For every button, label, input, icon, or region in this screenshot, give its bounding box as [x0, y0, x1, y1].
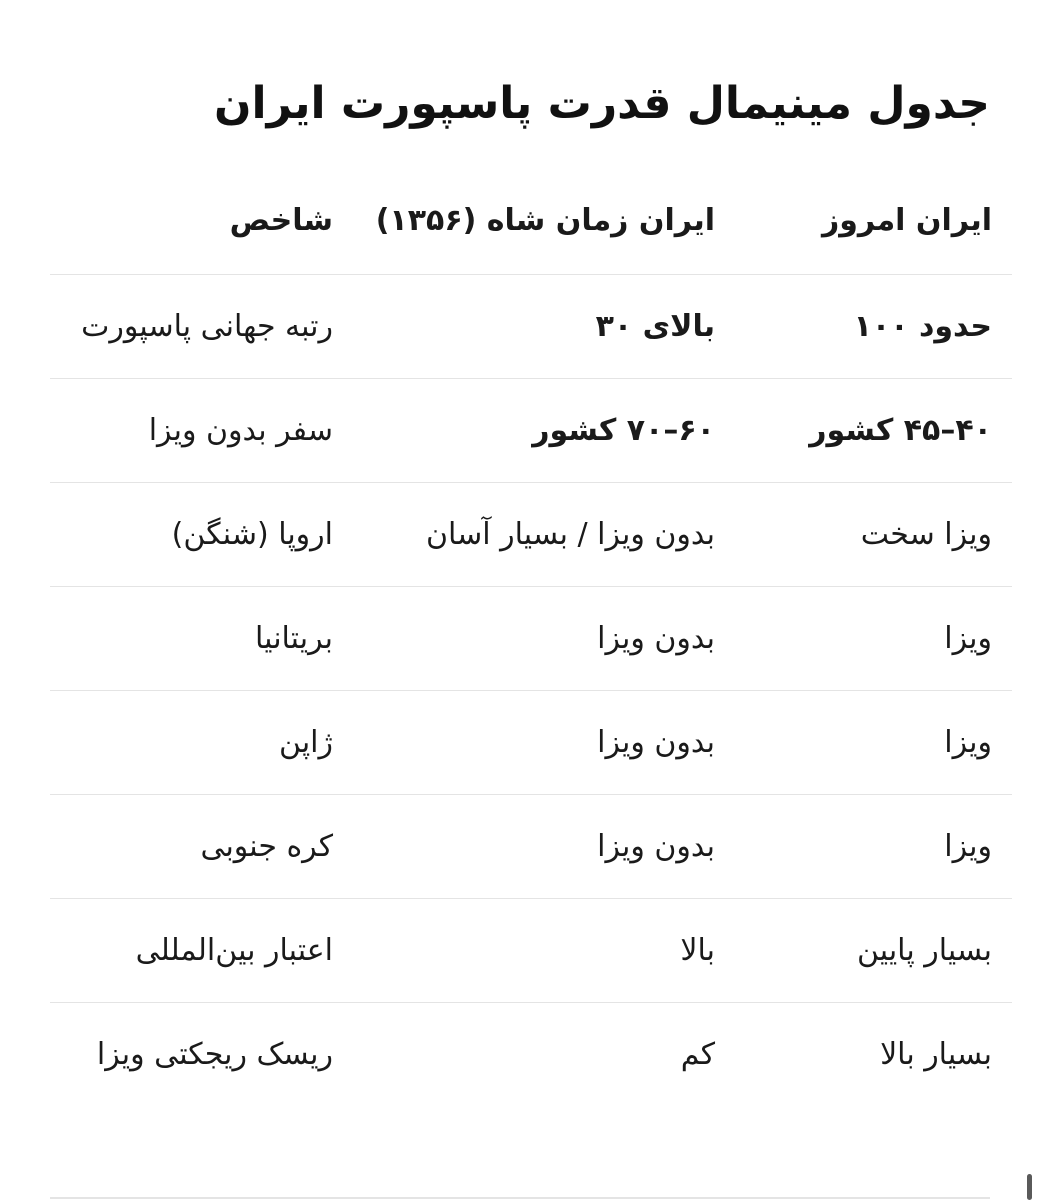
table-row: [50, 379, 1012, 483]
cell-shah: بالا: [355, 899, 737, 1003]
table-header: [50, 168, 1012, 275]
header-iran-today: ایران امروز: [737, 168, 1012, 275]
cell-today: ویزا: [737, 795, 1012, 899]
table-row: [50, 899, 1012, 1003]
cell-today: ویزا: [737, 691, 1012, 795]
cell-shah: ۶۰–۷۰ کشور: [355, 379, 737, 483]
header-metric: شاخص: [50, 168, 355, 275]
cell-metric: ژاپن: [50, 691, 355, 795]
table-row: [50, 483, 1012, 587]
cell-shah: بدون ویزا: [355, 795, 737, 899]
cell-today: حدود ۱۰۰: [737, 275, 1012, 379]
cell-shah: کم: [680, 1036, 715, 1072]
cell-today: ویزا: [737, 587, 1012, 691]
cell-shah: بدون ویزا: [355, 587, 737, 691]
cell-metric: سفر بدون ویزا: [50, 379, 355, 483]
table-row: [50, 275, 1012, 379]
cell-shah: بدون ویزا / بسیار آسان: [355, 483, 737, 587]
cell-today: بسیار پایین: [737, 899, 1012, 1003]
cell-today: بسیار بالا: [880, 1036, 992, 1072]
bottom-divider: [50, 1197, 990, 1199]
cell-today: ۴۰–۴۵ کشور: [737, 379, 1012, 483]
cell-metric: ریسک ریجکتی ویزا: [96, 1036, 333, 1072]
cell-shah: بدون ویزا: [355, 691, 737, 795]
cell-metric: کره جنوبی: [50, 795, 355, 899]
cell-metric: اروپا (شنگن): [50, 483, 355, 587]
cell-metric: بریتانیا: [50, 587, 355, 691]
table-row: [50, 691, 1012, 795]
passport-comparison-table: [50, 168, 1012, 1106]
cell-metric: رتبه جهانی پاسپورت: [50, 275, 355, 379]
cell-metric: اعتبار بین‌المللی: [50, 899, 355, 1003]
page-title: جدول مینیمال قدرت پاسپورت ایران: [213, 78, 990, 129]
header-iran-shah-era: ایران زمان شاه (۱۳۵۶): [355, 168, 737, 275]
table-row: [50, 587, 1012, 691]
table-header-row: [50, 168, 1012, 275]
table-row: [50, 795, 1012, 899]
table-body: [50, 275, 1012, 1107]
scrollbar-thumb[interactable]: [1027, 1174, 1032, 1200]
cell-today: ویزا سخت: [737, 483, 1012, 587]
table-row: [50, 1003, 1012, 1107]
cell-shah: بالای ۳۰: [355, 275, 737, 379]
